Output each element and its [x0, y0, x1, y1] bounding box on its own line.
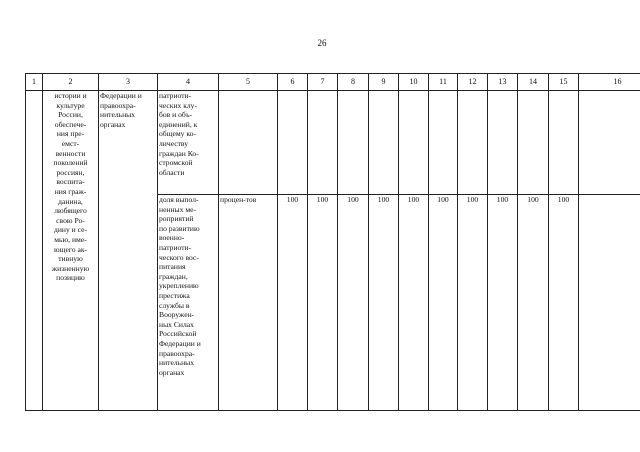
value-cell: 100	[338, 195, 369, 411]
empty-cell	[369, 91, 399, 195]
goal-text-line: венности	[55, 148, 86, 158]
goal-text-cell	[43, 91, 99, 411]
header-cell: 9	[369, 74, 399, 91]
col1-cell	[26, 91, 43, 411]
header-cell: 6	[278, 74, 308, 91]
goal-text-line: поколений	[53, 158, 88, 168]
indicator-text-line: патриоти-	[159, 91, 192, 100]
goal-text-line: России,	[58, 110, 83, 120]
indicator-text-line: патриоти-	[159, 242, 192, 252]
header-cell: 13	[488, 74, 518, 91]
indicator-cell	[158, 195, 219, 411]
value-cell: 100	[549, 195, 579, 411]
col3-cell	[99, 91, 158, 411]
header-cell: 1	[26, 74, 43, 91]
indicator-text-line: престижа	[159, 290, 190, 300]
indicator-text-line: военно-	[159, 233, 185, 243]
header-cell: 14	[518, 74, 549, 91]
indicator-text-line: правоохра-	[159, 348, 195, 358]
header-cell: 3	[99, 74, 158, 91]
indicator-text-line: ческих клу-	[159, 100, 198, 110]
indicator-cell	[158, 91, 219, 195]
page-number: 26	[317, 38, 327, 48]
empty-cell	[308, 91, 338, 195]
indicator-text-line: области	[159, 167, 185, 177]
col3-text-line: Федерации и	[100, 91, 142, 100]
indicator-text-line: бов и объ-	[159, 110, 193, 120]
indicator-text-line: службы в	[159, 300, 190, 310]
empty-cell	[488, 91, 518, 195]
indicator-text-line: граждан,	[159, 271, 188, 281]
value-cell: 100	[488, 195, 518, 411]
header-row	[26, 74, 640, 91]
indicator-text-line: укреплению	[159, 281, 199, 291]
indicator-text-line: личеству	[159, 138, 189, 148]
goal-text-line: тивную	[58, 254, 83, 264]
indicator-text-line: Вооружен-	[159, 310, 195, 320]
indicator-text-line: единений, к	[159, 119, 198, 129]
value-cell: 100	[278, 195, 308, 411]
empty-cell	[518, 91, 549, 195]
goal-text-line: дину и се-	[53, 225, 87, 235]
header-cell: 7	[308, 74, 338, 91]
indicator-text-line: Федерации и	[159, 338, 201, 348]
indicator-text-line: органах	[159, 367, 185, 377]
goal-text-line: данина,	[58, 196, 83, 206]
header-cell: 2	[43, 74, 99, 91]
indicator-text-line: питания	[159, 262, 186, 272]
header-cell: 4	[158, 74, 219, 91]
goal-text-line: позицию	[56, 273, 85, 283]
indicator-text-line: роприятий	[159, 214, 194, 224]
goal-text-line: ющего ак-	[53, 244, 88, 254]
empty-cell	[219, 91, 278, 195]
goal-text-line: мью, име-	[54, 234, 87, 244]
goal-text-line: культуре	[56, 100, 85, 110]
goal-text-line: любящего	[54, 206, 87, 216]
goal-text-line: жизненную	[51, 263, 90, 273]
goal-text-line: россиян,	[56, 167, 85, 177]
indicator-text-line: ных Силах	[159, 319, 194, 329]
indicator-text-line: доля выпол-	[159, 195, 199, 204]
empty-cell	[549, 91, 579, 195]
indicator-text-line: граждан Ко-	[159, 148, 199, 158]
empty-cell	[579, 195, 640, 411]
indicators-table	[25, 73, 640, 411]
empty-cell	[579, 91, 640, 195]
goal-text-line: емст-	[61, 138, 80, 148]
indicator-text-line: общему ко-	[159, 129, 197, 139]
header-cell: 15	[549, 74, 579, 91]
header-cell: 11	[429, 74, 458, 91]
goal-text-line: воспита-	[56, 177, 85, 187]
value-cell: 100	[308, 195, 338, 411]
indicator-text-line: ненных ме-	[159, 204, 197, 214]
header-cell: 10	[399, 74, 429, 91]
empty-cell	[338, 91, 369, 195]
header-cell: 12	[458, 74, 488, 91]
goal-text-line: ния пре-	[56, 129, 85, 139]
header-cell: 5	[219, 74, 278, 91]
goal-text-line: ния граж-	[54, 186, 87, 196]
goal-text-line: обеспече-	[54, 119, 87, 129]
col3-text-line: правоохра-	[100, 100, 136, 110]
value-cell: 100	[518, 195, 549, 411]
goal-text-line: свою Ро-	[56, 215, 85, 225]
indicator-text-line: ческого вос-	[159, 252, 199, 262]
value-cell: 100	[458, 195, 488, 411]
table-row	[26, 91, 640, 195]
value-cell: 100	[429, 195, 458, 411]
header-cell: 8	[338, 74, 369, 91]
indicator-text-line: стромской	[159, 158, 193, 168]
goal-text-line: истории и	[54, 91, 87, 100]
empty-cell	[399, 91, 429, 195]
value-cell: 100	[399, 195, 429, 411]
indicator-text-line: нительных	[159, 358, 195, 368]
empty-cell	[458, 91, 488, 195]
empty-cell	[429, 91, 458, 195]
col3-text-line: органах	[100, 119, 126, 129]
col3-text-line: нительных	[100, 110, 136, 120]
header-cell: 16	[579, 74, 640, 91]
unit-cell: процен-тов	[219, 195, 278, 411]
value-cell: 100	[369, 195, 399, 411]
indicator-text-line: Российской	[159, 329, 197, 339]
empty-cell	[278, 91, 308, 195]
indicator-text-line: по развитию	[159, 223, 200, 233]
